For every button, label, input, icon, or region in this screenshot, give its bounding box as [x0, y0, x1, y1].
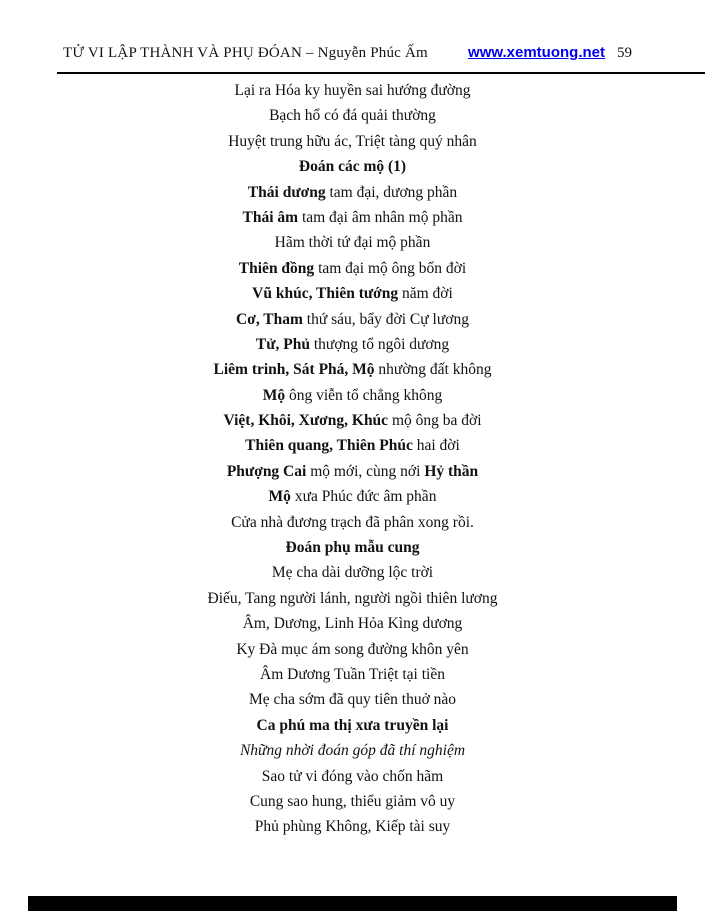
poem-segment: Ky Đà mục ám song đường khôn yên — [236, 640, 469, 658]
book-title: TỬ VI LẬP THÀNH VÀ PHỤ ĐÓAN – Nguyễn Phúc Ấm — [63, 45, 428, 61]
poem-line — [0, 357, 705, 382]
page-number: 59 — [617, 45, 632, 61]
poem-line — [0, 408, 705, 433]
poem-segment: Mẹ cha dài dưỡng lộc trời — [271, 564, 434, 582]
poem-line — [0, 281, 705, 306]
poem-line — [0, 129, 705, 154]
poem-segment: Âm Dương Tuần Triệt tại tiền — [260, 665, 445, 683]
poem-segment: Thiên quang, Thiên Phúc — [245, 437, 413, 455]
poem-segment: Phượng Cai — [226, 462, 307, 480]
poem-line — [0, 510, 705, 535]
poem-segment: Mộ — [268, 488, 291, 506]
poem-segment: Cửa nhà đương trạch đã phân xong rồi. — [231, 513, 474, 531]
poem-segment: mộ ông ba đời — [388, 412, 482, 430]
poem-segment: Sao tử vi đóng vào chốn hãm — [261, 767, 444, 785]
poem-segment: Những nhời đoán góp đã thí nghiệm — [239, 742, 466, 760]
poem-segment: Tử, Phủ — [255, 335, 310, 353]
poem-segment: Liêm trinh, Sát Phá, Mộ — [213, 361, 375, 379]
poem-line — [0, 433, 705, 458]
poem-line — [0, 103, 705, 128]
poem-segment: Điếu, Tang người lánh, người ngồi thiên lương — [207, 589, 498, 607]
poem-segment: thứ sáu, bẩy đời Cự lương — [302, 310, 469, 328]
poem-segment: Hỷ thần — [424, 462, 479, 480]
poem-segment: nhường đất không — [374, 361, 492, 379]
poem-line — [0, 814, 705, 839]
poem-line — [0, 205, 705, 230]
poem-segment: Đoán các mộ (1) — [298, 158, 407, 176]
poem-segment: Bạch hổ có đá quải thường — [269, 107, 436, 125]
poem-line — [0, 764, 705, 789]
poem-segment: tam đại, dương phần — [325, 183, 458, 201]
poem-segment: Thái dương — [247, 183, 326, 201]
poem-line — [0, 560, 705, 585]
poem-segment: Lại ra Hóa ky huyền sai hướng đường — [234, 82, 471, 99]
header-right — [468, 44, 632, 62]
poem-segment: Thái âm — [242, 208, 299, 226]
poem-segment: Mộ — [262, 386, 286, 404]
poem-line — [0, 738, 705, 763]
poem-line — [0, 307, 705, 332]
poem-line — [0, 662, 705, 687]
poem-line — [0, 383, 705, 408]
poem-segment: Hãm thời tứ đại mộ phần — [274, 234, 431, 252]
poem-segment: Cung sao hung, thiểu giảm vô uy — [249, 792, 456, 810]
poem-segment: tam đại mộ ông bốn đời — [314, 259, 467, 277]
poem-segment: Việt, Khôi, Xương, Khúc — [223, 412, 389, 430]
poem-segment: Đoán phụ mẫu cung — [285, 539, 420, 557]
poem-segment: Thiên đồng — [238, 259, 315, 277]
poem-segment: tam đại âm nhân mộ phần — [298, 208, 463, 226]
poem-segment: Cơ, Tham — [236, 310, 303, 328]
poem-segment: Vũ khúc, Thiên tướng — [252, 285, 399, 303]
poem-line — [0, 637, 705, 662]
poem-segment: Huyệt trung hữu ác, Triệt tàng quý nhân — [228, 132, 477, 150]
poem-line — [0, 332, 705, 357]
poem-line — [0, 180, 705, 205]
poem-line — [0, 484, 705, 509]
poem-segment: Mẹ cha sớm đã quy tiên thuở nào — [248, 691, 457, 709]
poem-line — [0, 586, 705, 611]
poem-line — [0, 713, 705, 738]
poem-segment: mộ mới, cùng nới — [306, 462, 425, 480]
poem-segment: Âm, Dương, Linh Hỏa Kìng dương — [242, 615, 463, 633]
poem-line — [0, 256, 705, 281]
poem-line — [0, 535, 705, 560]
poem-segment: ông viễn tổ chẳng không — [285, 386, 443, 404]
poem-line — [0, 154, 705, 179]
poem-line — [0, 789, 705, 814]
poem-line — [0, 611, 705, 636]
poem-line — [0, 459, 705, 484]
poem-line — [0, 230, 705, 255]
website-link[interactable]: www.xemtuong.net — [468, 44, 605, 61]
page-header — [0, 0, 705, 62]
poem-segment: năm đời — [398, 285, 453, 303]
poem-segment: thượng tổ ngôi dương — [309, 335, 450, 353]
scan-artifact-bar — [28, 896, 677, 911]
poem-segment: Ca phú ma thị xưa truyền lại — [256, 716, 449, 734]
poem-body — [0, 78, 705, 840]
poem-line — [0, 687, 705, 712]
poem-segment: xưa Phúc đức âm phần — [290, 488, 437, 506]
poem-segment: hai đời — [412, 437, 460, 455]
poem-line — [0, 78, 705, 103]
header-divider — [57, 72, 705, 74]
poem-segment: Phủ phùng Không, Kiếp tài suy — [254, 818, 451, 836]
